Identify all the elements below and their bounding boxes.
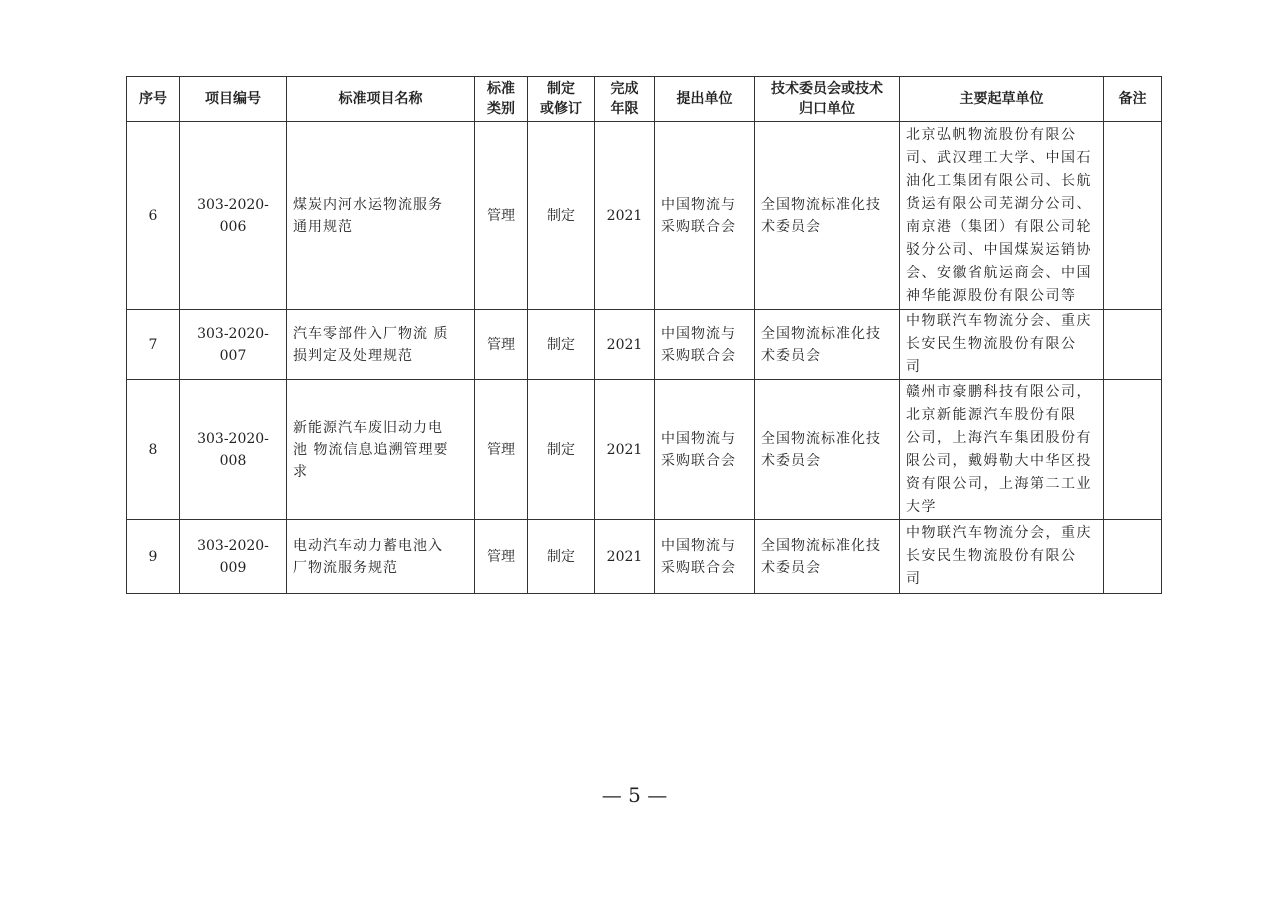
cell-type: 制定 xyxy=(528,520,595,594)
cell-category: 管理 xyxy=(475,380,528,520)
header-code: 项目编号 xyxy=(180,77,287,122)
cell-committee: 全国物流标准化技 术委员会 xyxy=(755,122,900,310)
cell-drafters: 中物联汽车物流分会、重庆 长安民生物流股份有限公 司 xyxy=(900,310,1104,380)
cell-drafters: 赣州市豪鹏科技有限公司， 北京新能源汽车股份有限 公司，上海汽车集团股份有 限公司，戴姆勒大中华区投 资有限公司，上海第二工业 大学 xyxy=(900,380,1104,520)
cell-no: 9 xyxy=(127,520,180,594)
header-drafters: 主要起草单位 xyxy=(900,77,1104,122)
cell-committee: 全国物流标准化技 术委员会 xyxy=(755,310,900,380)
cell-no: 7 xyxy=(127,310,180,380)
header-seq: 序号 xyxy=(127,77,180,122)
header-remark: 备注 xyxy=(1104,77,1162,122)
cell-year: 2021 xyxy=(595,310,655,380)
cell-name: 汽车零部件入厂物流 质 损判定及处理规范 xyxy=(287,310,475,380)
cell-name: 新能源汽车废旧动力电 池 物流信息追溯管理要 求 xyxy=(287,380,475,520)
table-row xyxy=(127,122,1162,310)
cell-no: 8 xyxy=(127,380,180,520)
header-year: 完成 年限 xyxy=(595,77,655,122)
cell-year: 2021 xyxy=(595,380,655,520)
cell-proposer: 中国物流与 采购联合会 xyxy=(655,520,755,594)
cell-year: 2021 xyxy=(595,122,655,310)
cell-category: 管理 xyxy=(475,310,528,380)
header-name: 标准项目名称 xyxy=(287,77,475,122)
header-type: 制定 或修订 xyxy=(528,77,595,122)
header-category: 标准 类别 xyxy=(475,77,528,122)
standards-table xyxy=(126,76,1162,594)
cell-remark xyxy=(1104,380,1162,520)
header-committee: 技术委员会或技术 归口单位 xyxy=(755,77,900,122)
cell-category: 管理 xyxy=(475,520,528,594)
cell-type: 制定 xyxy=(528,380,595,520)
cell-name: 电动汽车动力蓄电池入 厂物流服务规范 xyxy=(287,520,475,594)
cell-drafters: 北京弘帆物流股份有限公 司、武汉理工大学、中国石 油化工集团有限公司、长航 货运有限公司芜湖分公司、 南京港（集团）有限公司轮 驳分公司、中国煤炭运销协 会、安徽省航运商会、中国 神华能源股份有限公司等 xyxy=(900,122,1104,310)
header-row xyxy=(127,77,1162,122)
cell-committee: 全国物流标准化技 术委员会 xyxy=(755,520,900,594)
page-number: — 5 — xyxy=(601,783,668,807)
cell-drafters: 中物联汽车物流分会，重庆 长安民生物流股份有限公 司 xyxy=(900,520,1104,594)
cell-proposer: 中国物流与 采购联合会 xyxy=(655,122,755,310)
cell-committee: 全国物流标准化技 术委员会 xyxy=(755,380,900,520)
cell-code: 303-2020-006 xyxy=(180,122,287,310)
cell-type: 制定 xyxy=(528,122,595,310)
cell-code: 303-2020-007 xyxy=(180,310,287,380)
cell-no: 6 xyxy=(127,122,180,310)
cell-category: 管理 xyxy=(475,122,528,310)
cell-remark xyxy=(1104,520,1162,594)
cell-year: 2021 xyxy=(595,520,655,594)
table-row xyxy=(127,380,1162,520)
cell-remark xyxy=(1104,310,1162,380)
cell-remark xyxy=(1104,122,1162,310)
cell-code: 303-2020-008 xyxy=(180,380,287,520)
cell-code: 303-2020-009 xyxy=(180,520,287,594)
table-row xyxy=(127,310,1162,380)
cell-proposer: 中国物流与 采购联合会 xyxy=(655,380,755,520)
cell-type: 制定 xyxy=(528,310,595,380)
header-proposer: 提出单位 xyxy=(655,77,755,122)
cell-name: 煤炭内河水运物流服务 通用规范 xyxy=(287,122,475,310)
table-row xyxy=(127,520,1162,594)
cell-proposer: 中国物流与 采购联合会 xyxy=(655,310,755,380)
